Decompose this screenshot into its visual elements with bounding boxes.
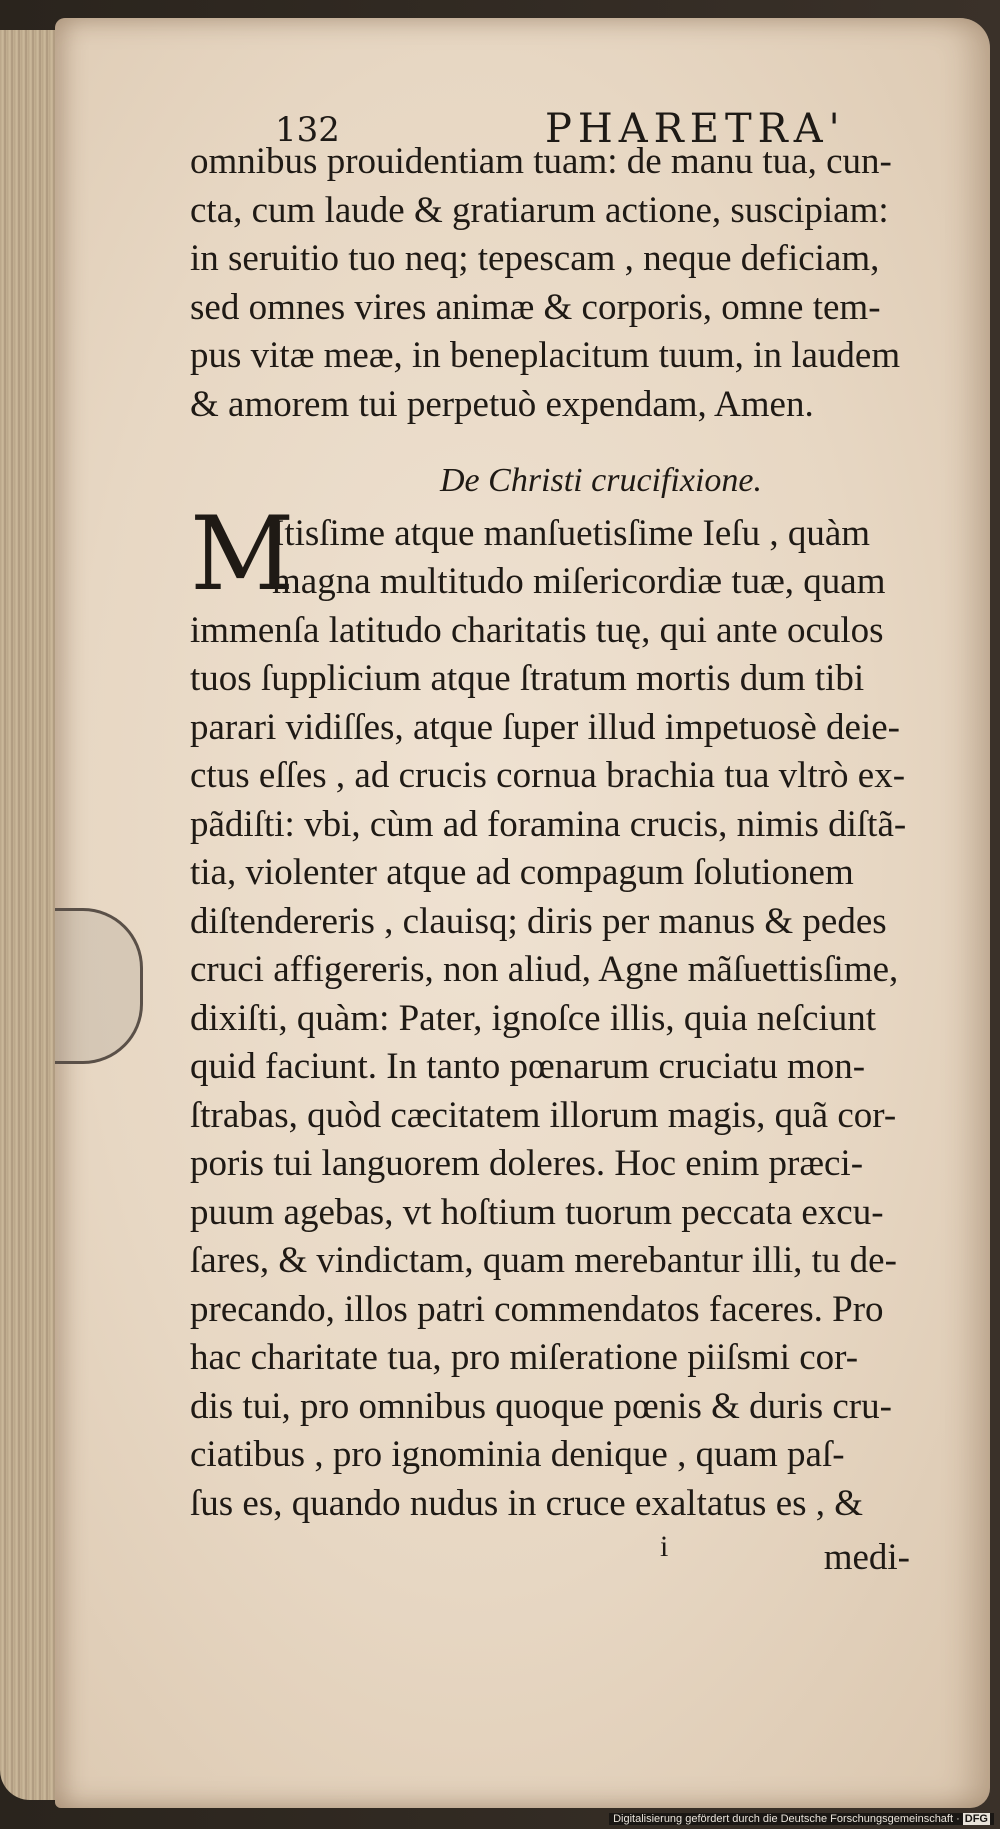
text-line: immenſa latitudo charitatis tuę, qui ante oculos (190, 609, 884, 651)
text-line: tia, violenter atque ad compagum ſolutionem (190, 852, 854, 893)
dfg-logo: DFG (964, 1813, 988, 1825)
text-line: poris tui languorem doleres. Hoc enim præci- (190, 1143, 864, 1184)
text-line: magna multitudo miſericordiæ tuæ, quam (272, 561, 886, 602)
text-block (190, 138, 990, 1583)
text-line: & amorem tui perpetuò expendam, Amen. (190, 383, 814, 425)
digitization-credit (609, 1813, 994, 1825)
text-line: ctus eſſes , ad crucis cornua brachia tua vltrò ex- (190, 755, 906, 796)
text-line: diſtendereris , clauisq; diris per manus & pedes (190, 900, 887, 942)
text-line: cruci affigereris, non aliud, Agne mãſuettisſime, (190, 949, 899, 990)
text-line: sed omnes vires animæ & corporis, omne tem- (190, 286, 881, 328)
text-line: ciatibus , pro ignominia denique , quam paſ- (190, 1434, 845, 1475)
section-title: De Christi crucifixione. (440, 462, 763, 499)
text-line: pus vitæ meæ, in beneplacitum tuum, in laudem (190, 335, 901, 376)
running-head: PHARETRA' (545, 106, 846, 152)
text-line: omnibus prouidentiam tuam: de manu tua, cun- (190, 141, 892, 182)
page-number: 132 (275, 110, 340, 150)
text-line: pãdiſti: vbi, cùm ad foramina crucis, nimis diſtã- (190, 803, 907, 845)
text-line: dixiſti, quàm: Pater, ignoſce illis, quia neſciunt (190, 997, 876, 1039)
text-line: ſares, & vindictam, quam merebantur illi, tu de- (190, 1240, 897, 1281)
drop-cap: M (190, 494, 295, 614)
text-line: Itisſime atque manſuetisſime Ieſu , quàm (272, 512, 871, 554)
text-line: precando, illos patri commendatos faceres. Pro (190, 1288, 884, 1330)
text-line: ſtrabas, quòd cæcitatem illorum magis, quã cor- (190, 1094, 897, 1136)
text-line: ſus es, quando nudus in cruce exaltatus es , & (190, 1482, 864, 1524)
page-clip (55, 908, 143, 1064)
text-line: parari vidiſſes, atque ſuper illud impetuosè deie- (190, 706, 900, 748)
drop-cap-block (190, 494, 990, 614)
text-line: hac charitate tua, pro miſeratione piiſsmi cor- (190, 1337, 859, 1378)
text-line: tuos ſupplicium atque ſtratum mortis dum tibi (190, 658, 865, 699)
text-line: cta, cum laude & gratiarum actione, suscipiam: (190, 189, 889, 231)
catchword: medi- (823, 1537, 910, 1578)
signature-mark: i (660, 1530, 669, 1563)
text-line: quid faciunt. In tanto pœnarum cruciatu mon- (190, 1046, 866, 1087)
text-line: puum agebas, vt hoſtium tuorum peccata excu- (190, 1191, 884, 1233)
text-line: dis tui, pro omnibus quoque pœnis & duris cru- (190, 1385, 892, 1427)
credit-text: Digitalisierung gefördert durch die Deutsche Forschungsgemeinschaft · (613, 1813, 960, 1825)
text-line: in seruitio tuo neq; tepescam , neque deficiam, (190, 238, 880, 279)
